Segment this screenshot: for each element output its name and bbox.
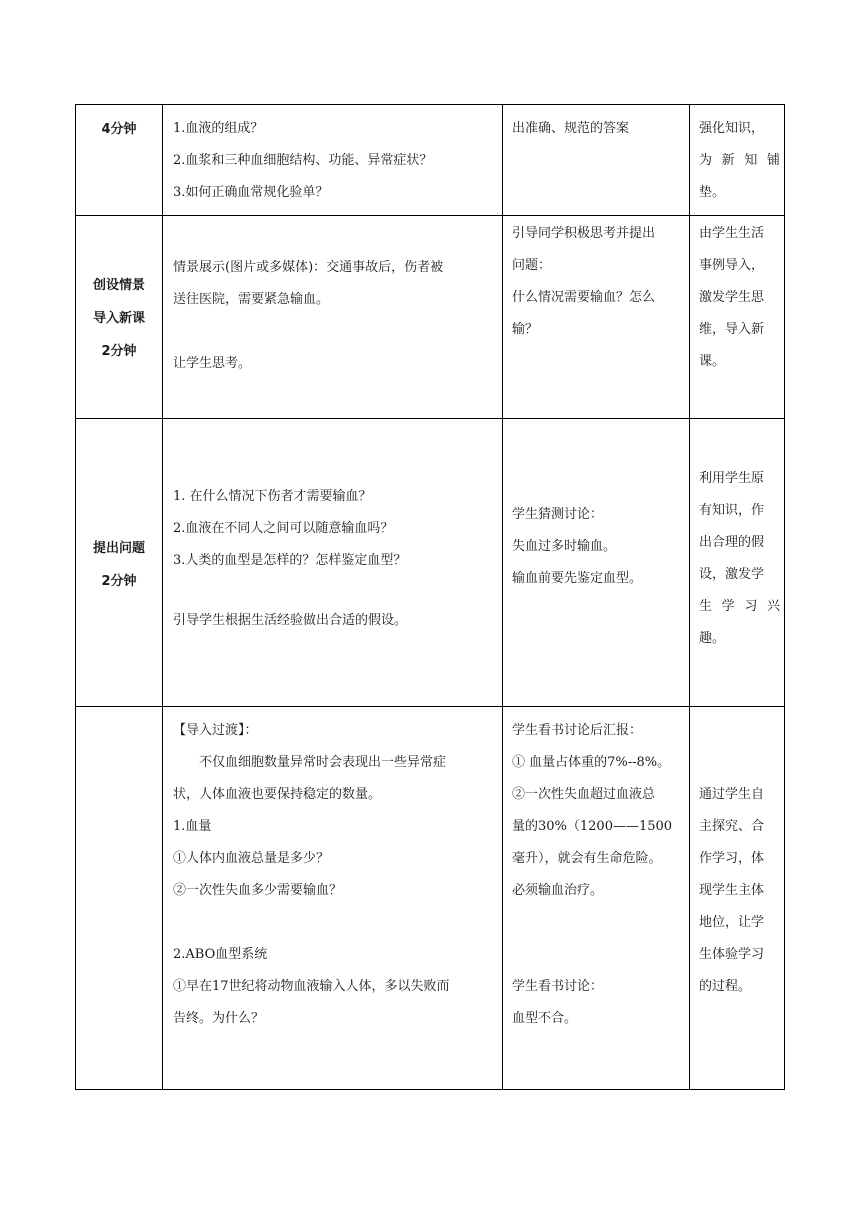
student-line: 血型不合。 xyxy=(512,1011,578,1026)
purpose-line: 通过学生自 xyxy=(699,787,765,802)
student-line: 毫升），就会有生命危险。 xyxy=(512,851,662,866)
purpose-line: 为新知铺 xyxy=(699,153,780,168)
purpose-line: 事例导入， xyxy=(699,258,765,273)
content-line: ②一次性失血多少需要输血？ xyxy=(173,883,343,898)
content-line: 【导入过渡】： xyxy=(173,723,258,738)
content-line: 1. 在什么情况下伤者才需要输血？ xyxy=(173,489,372,504)
content-line: 不仅血细胞数量异常时会表现出一些异常症 xyxy=(199,755,447,770)
table-row xyxy=(76,105,785,216)
content-line: 2.血液在不同人之间可以随意输血吗？ xyxy=(173,521,394,536)
purpose-line: 利用学生原 xyxy=(699,471,765,486)
purpose-cell xyxy=(690,105,785,216)
purpose-line: 生学习兴 xyxy=(699,599,780,614)
purpose-line: 的过程。 xyxy=(699,979,752,994)
purpose-line: 由学生生活 xyxy=(699,226,765,241)
content-cell xyxy=(163,707,503,1090)
content-line: 告终。为什么？ xyxy=(173,1011,265,1026)
purpose-line: 激发学生思 xyxy=(699,290,765,305)
purpose-line: 强化知识， xyxy=(699,121,765,136)
purpose-line: 现学生主体 xyxy=(699,883,765,898)
content-line: 2.血浆和三种血细胞结构、功能、异常症状？ xyxy=(173,153,433,168)
content-line: 3.人类的血型是怎样的？怎样鉴定血型？ xyxy=(173,553,407,568)
purpose-line: 出合理的假 xyxy=(699,535,765,550)
stage-cell xyxy=(76,105,163,216)
stage-label: 提出问题 xyxy=(92,540,145,556)
content-line: 送往医院，需要紧急输血。 xyxy=(173,292,330,307)
purpose-line: 主探究、合 xyxy=(699,819,765,834)
table-row xyxy=(76,707,785,1090)
purpose-line: 课。 xyxy=(699,354,726,369)
purpose-line: 趣。 xyxy=(699,631,726,646)
student-line: 失血过多时输血。 xyxy=(512,539,617,554)
student-activity-cell xyxy=(503,105,690,216)
student-line: 必须输血治疗。 xyxy=(512,883,604,898)
content-line: 引导学生根据生活经验做出合适的假设。 xyxy=(173,613,408,628)
student-line: 输？ xyxy=(512,322,539,337)
student-line: ②一次性失血超过血液总 xyxy=(512,787,656,802)
content-line: 情景展示(图片或多媒体)：交通事故后，伤者被 xyxy=(173,260,444,275)
student-line: 出准确、规范的答案 xyxy=(512,121,630,136)
content-line: 状，人体血液也要保持稳定的数量。 xyxy=(173,787,382,802)
stage-cell xyxy=(76,216,163,419)
content-line: 让学生思考。 xyxy=(173,356,252,371)
student-line: 引导同学积极思考并提出 xyxy=(512,226,656,241)
student-line: 量的30%（1200——1500 xyxy=(512,819,673,834)
content-line: 3.如何正确血常规化验单？ xyxy=(173,185,329,200)
student-line: 输血前要先鉴定血型。 xyxy=(512,571,643,586)
student-line: 学生看书讨论： xyxy=(512,979,604,994)
purpose-cell xyxy=(690,419,785,707)
content-line: 2.ABO血型系统 xyxy=(173,947,268,962)
stage-label: 2分钟 xyxy=(101,573,137,589)
stage-cell xyxy=(76,707,163,1090)
stage-label: 创设情景 xyxy=(92,277,145,293)
student-activity-cell xyxy=(503,707,690,1090)
purpose-line: 作学习，体 xyxy=(699,851,765,866)
purpose-line: 垫。 xyxy=(699,185,726,200)
stage-label: 2分钟 xyxy=(101,343,137,359)
student-activity-cell xyxy=(503,216,690,419)
purpose-line: 维，导入新 xyxy=(699,322,765,337)
table-row xyxy=(76,419,785,707)
student-line: ① 血量占体重的7%--8%。 xyxy=(512,755,671,770)
student-activity-cell xyxy=(503,419,690,707)
stage-cell xyxy=(76,419,163,707)
content-line: ①早在17世纪将动物血液输入人体，多以失败而 xyxy=(173,979,450,994)
content-cell xyxy=(163,216,503,419)
content-line: ①人体内血液总量是多少？ xyxy=(173,851,330,866)
table-row xyxy=(76,216,785,419)
purpose-cell xyxy=(690,707,785,1090)
purpose-line: 有知识，作 xyxy=(699,503,765,518)
content-cell xyxy=(163,105,503,216)
purpose-line: 地位，让学 xyxy=(699,915,765,930)
content-line: 1.血量 xyxy=(173,819,212,834)
student-line: 问题： xyxy=(512,258,552,273)
student-line: 什么情况需要输血？怎么 xyxy=(512,290,656,305)
stage-label: 导入新课 xyxy=(92,310,145,326)
purpose-line: 设，激发学 xyxy=(699,567,765,582)
student-line: 学生看书讨论后汇报： xyxy=(512,723,643,738)
student-line: 学生猜测讨论： xyxy=(512,507,604,522)
content-cell xyxy=(163,419,503,707)
lesson-plan-table xyxy=(75,104,785,1090)
purpose-line: 生体验学习 xyxy=(699,947,765,962)
stage-label: 4分钟 xyxy=(101,122,137,137)
purpose-cell xyxy=(690,216,785,419)
content-line: 1.血液的组成？ xyxy=(173,121,264,136)
